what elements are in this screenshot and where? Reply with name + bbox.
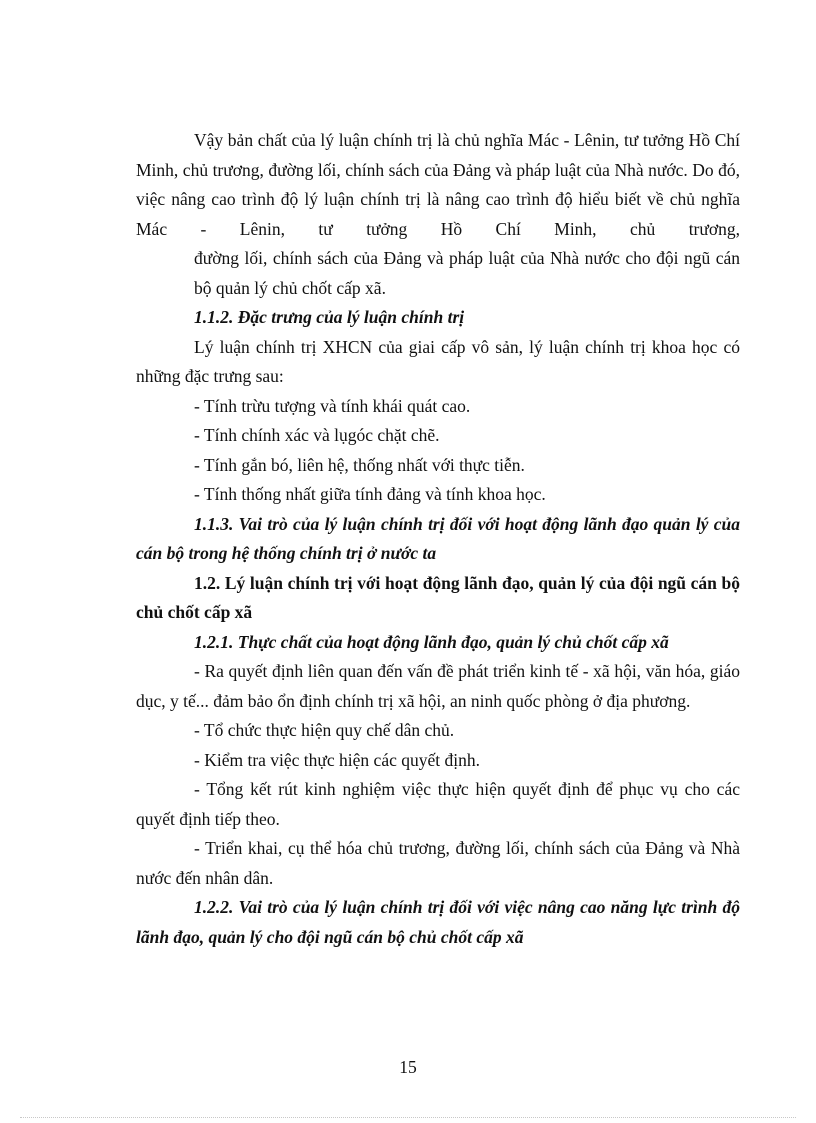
list-item: - Triển khai, cụ thể hóa chủ trương, đường lối, chính sách của Đảng và Nhà nước đến nhân dân. (136, 838, 740, 888)
paragraph-political-theory-essence: Vậy bản chất của lý luận chính trị là chủ nghĩa Mác - Lênin, tư tưởng Hồ Chí Minh, chủ trương, đường lối, chính sách của Đảng và pháp luật của Nhà nước. Do đó, việc nâng cao trình độ lý luận chính trị là nâng cao trình độ hiểu biết về chủ nghĩa Mác - Lênin, tư tưởng Hồ Chí Minh, chủ trương, (136, 130, 740, 239)
heading-1-1-2: 1.1.2. Đặc trưng của lý luận chính trị (194, 307, 465, 327)
list-item: - Tính gắn bó, liên hệ, thống nhất với thực tiễn. (194, 454, 525, 475)
list-item: - Ra quyết định liên quan đến vấn đề phát triển kinh tế - xã hội, văn hóa, giáo dục, y tế... đảm bảo ổn định chính trị xã hội, an ninh quốc phòng ở địa phương. (136, 661, 740, 711)
list-item: - Kiểm tra việc thực hiện các quyết định. (194, 749, 480, 770)
heading-1-2-2: 1.2.2. Vai trò của lý luận chính trị đối với việc nâng cao năng lực trình độ lãnh đạo, quản lý cho đội ngũ cán bộ chủ chốt cấp xã (136, 897, 740, 947)
document-body (136, 126, 740, 952)
heading-1-2-1: 1.2.1. Thực chất của hoạt động lãnh đạo, quản lý chủ chốt cấp xã (194, 631, 669, 652)
paragraph-characteristics-intro: Lý luận chính trị XHCN của giai cấp vô sản, lý luận chính trị khoa học có những đặc trưng sau: (136, 336, 740, 386)
list-item: - Tính chính xác và lụgóc chặt chẽ. (194, 425, 440, 445)
paragraph-continuation: đường lối, chính sách của Đảng và pháp luật của Nhà nước cho đội ngũ cán bộ quản lý chủ chốt cấp xã. (194, 248, 740, 298)
list-item: - Tính trừu tượng và tính khái quát cao. (194, 395, 471, 416)
page-bottom-divider (20, 1117, 796, 1118)
heading-1-1-3: 1.1.3. Vai trò của lý luận chính trị đối với hoạt động lãnh đạo quản lý của cán bộ trong hệ thống chính trị ở nước ta (136, 513, 740, 563)
list-item: - Tính thống nhất giữa tính đảng và tính khoa học. (194, 484, 546, 504)
list-item: - Tổ chức thực hiện quy chế dân chủ. (194, 720, 455, 740)
list-item: - Tổng kết rút kinh nghiệm việc thực hiện quyết định để phục vụ cho các quyết định tiếp theo. (136, 779, 740, 829)
page-number: 15 (399, 1057, 417, 1077)
heading-1-2: 1.2. Lý luận chính trị với hoạt động lãnh đạo, quản lý của đội ngũ cán bộ chủ chốt cấp xã (136, 572, 740, 622)
